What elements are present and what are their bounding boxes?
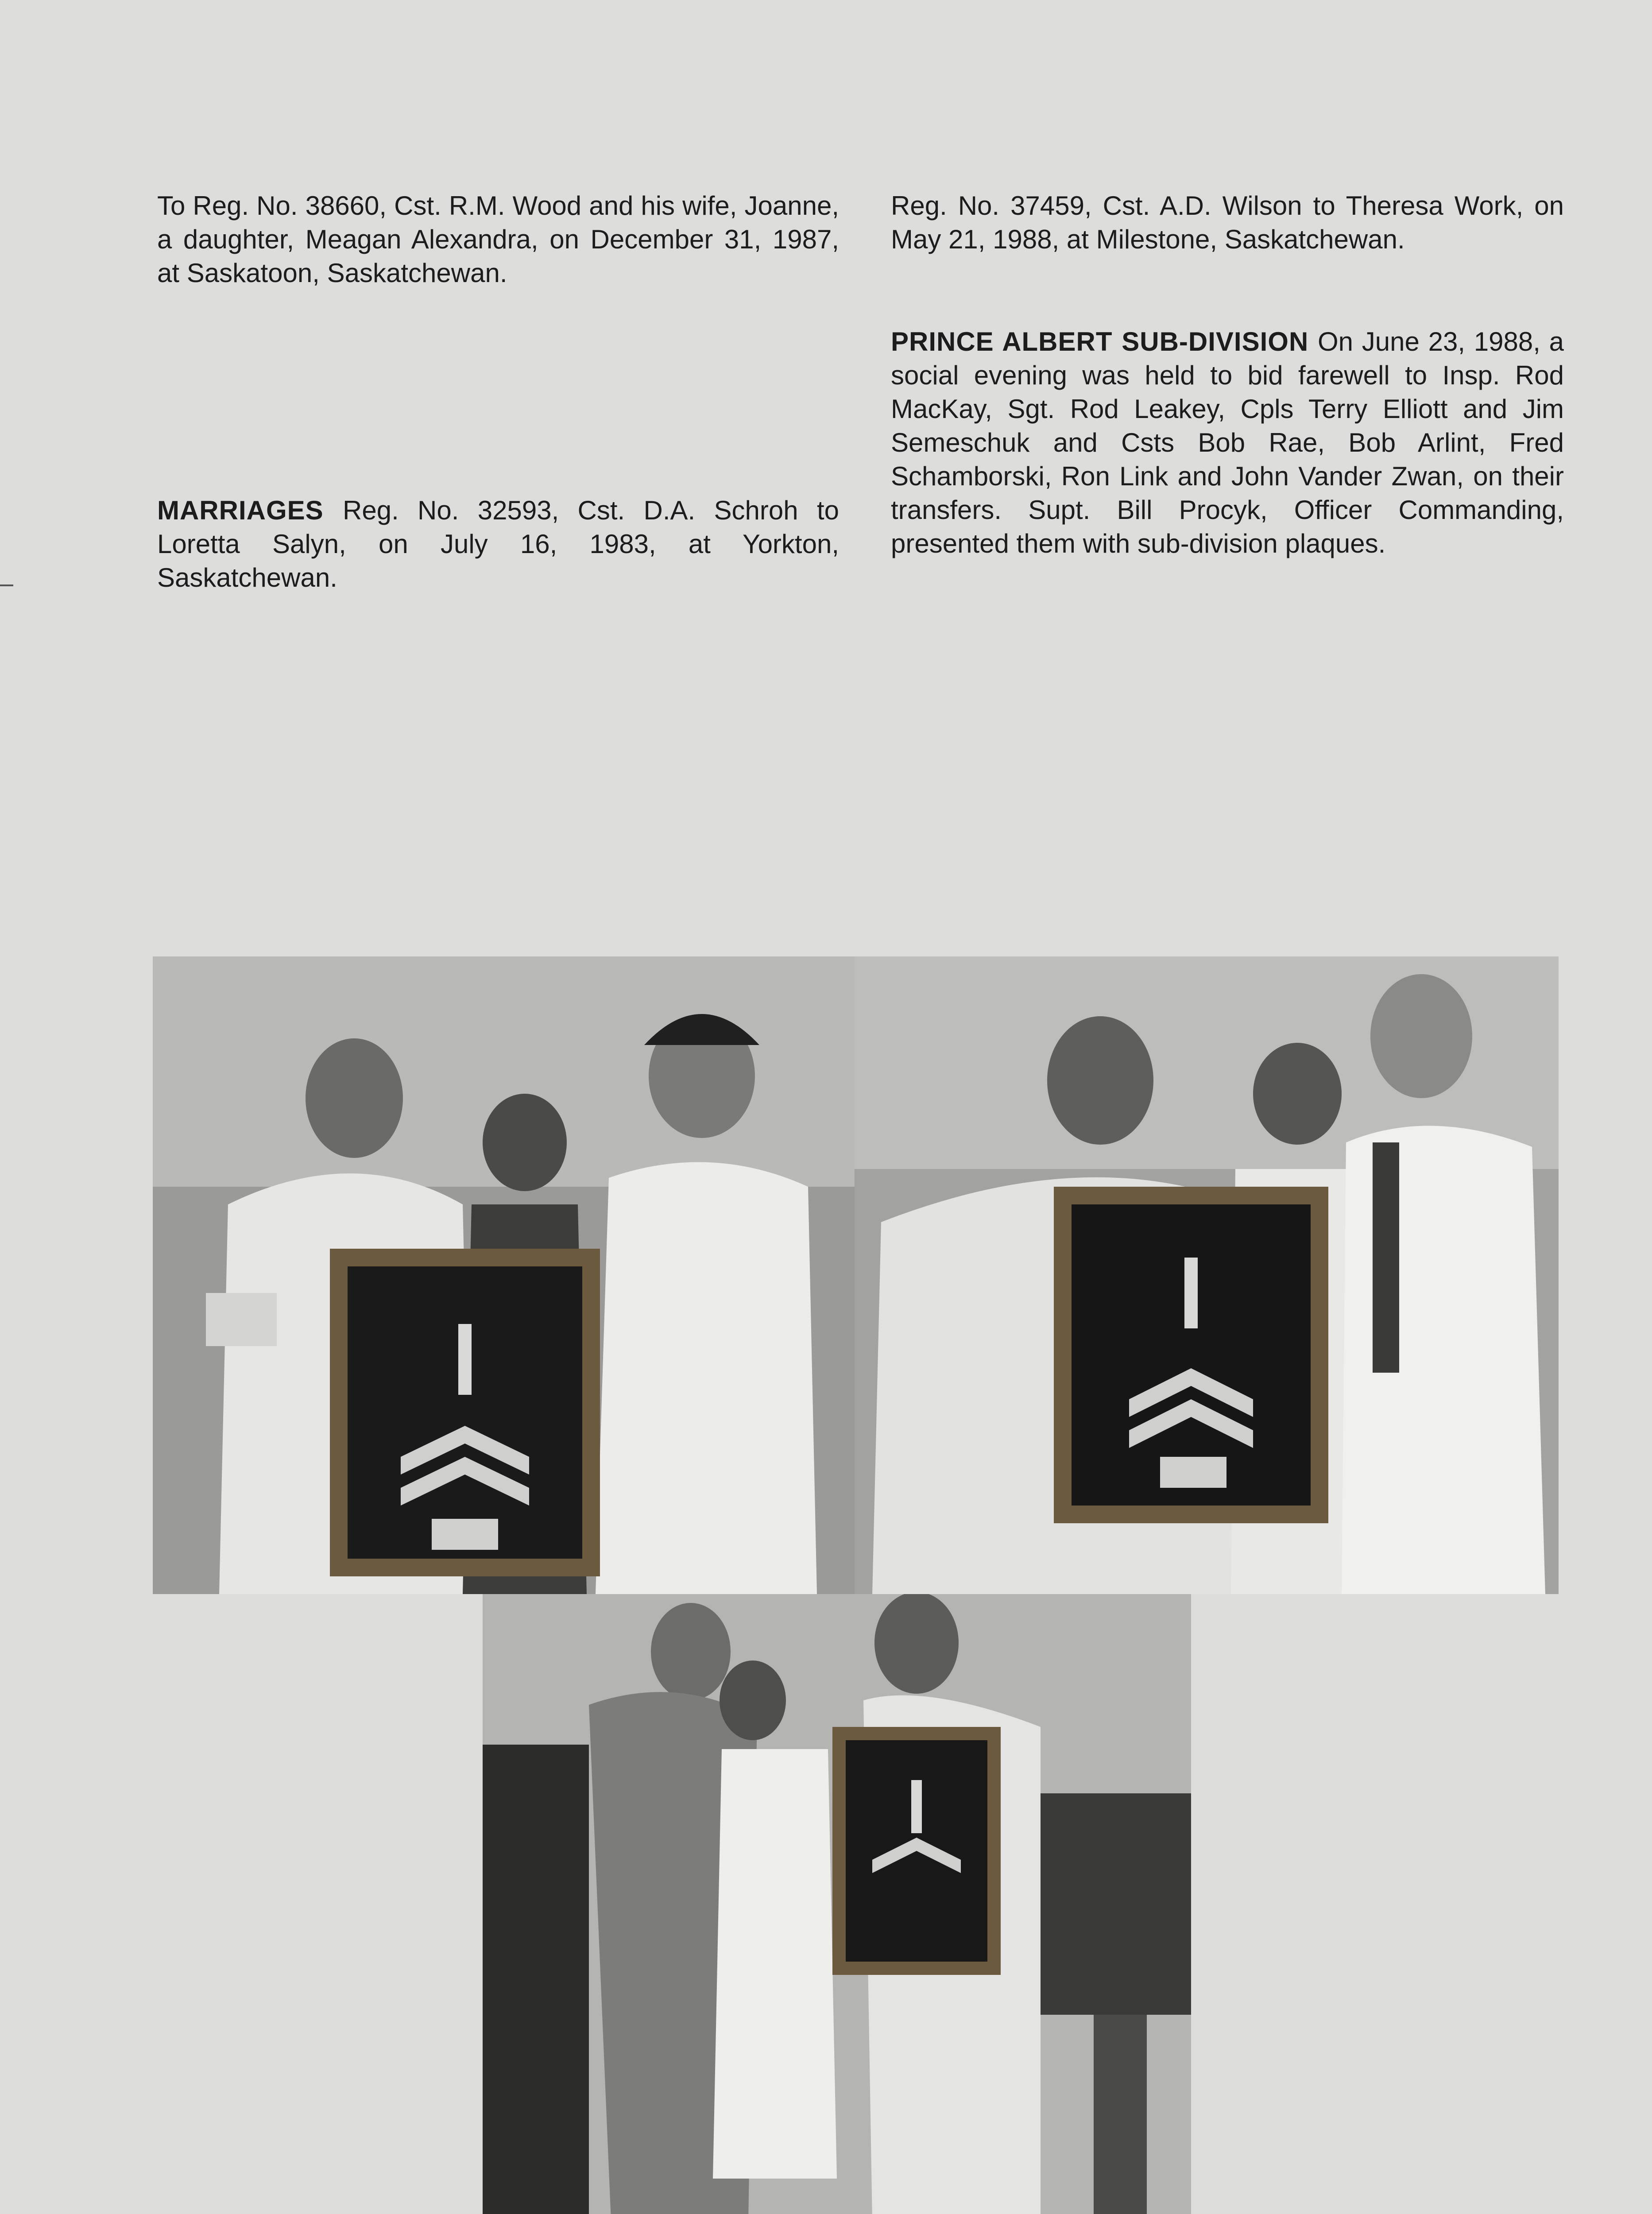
section-heading: PRINCE ALBERT SUB-DIVISION [891, 327, 1318, 356]
sub-division-news [891, 325, 1564, 561]
margin-mark [0, 584, 13, 586]
section-body: On June 23, 1988, a social evening was held to bid farewell to Insp. Rod MacKay, Sgt. Rod Leakey, Cpls Terry Elliott and Jim Semeschuk and Csts Bob Rae, Bob Arlint, Fred Schamborski, Ron Link and John Vander Zwan, on their transfers. Supt. Bill Procyk, Officer Commanding, presented them with sub-division plaques. [891, 327, 1564, 558]
births-entry [157, 189, 839, 290]
photo-1-image [153, 956, 855, 1594]
photo-2 [855, 956, 1559, 1594]
marriages-entry [157, 494, 839, 595]
marriage-entry-right [891, 189, 1564, 256]
photo-3-image [483, 1594, 1191, 2214]
marriage-announcement: Reg. No. 32593, Cst. D.A. Schroh to Loretta Salyn, on July 16, 1983, at Yorkton, Saskatchewan. [157, 495, 839, 592]
photo-1 [153, 956, 855, 1594]
marriages-heading: MARRIAGES [157, 495, 343, 525]
marriage-announcement-right: Reg. No. 37459, Cst. A.D. Wilson to Theresa Work, on May 21, 1988, at Milestone, Saskatchewan. [891, 191, 1564, 254]
birth-announcement: To Reg. No. 38660, Cst. R.M. Wood and his wife, Joanne, a daughter, Meagan Alexandra, on December 31, 1987, at Saskatoon, Saskatchewan. [157, 191, 839, 288]
photo-2-image [855, 956, 1559, 1594]
photo-3 [483, 1594, 1191, 2214]
